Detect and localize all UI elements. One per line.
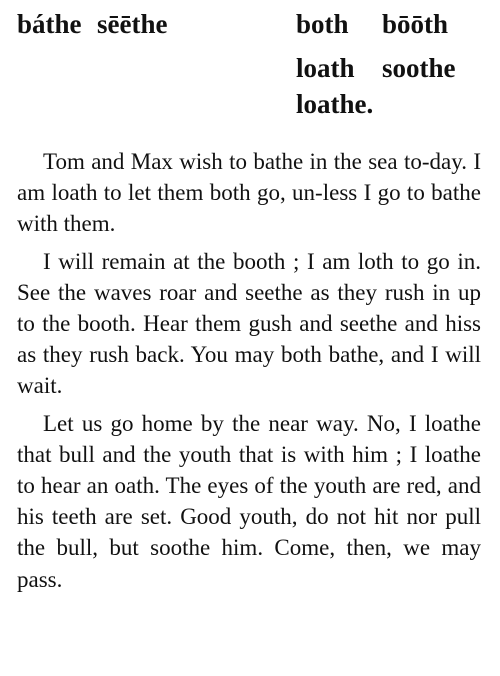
word-loath: loath bbox=[296, 53, 355, 83]
reading-passage bbox=[17, 146, 481, 595]
word-soothe: soothe bbox=[382, 53, 456, 83]
paragraph-1: Tom and Max wish to bathe in the sea to-day. I am loath to let them both go, un-less I go to bathe with them. bbox=[17, 149, 481, 237]
word-loathe: loathe. bbox=[296, 89, 374, 119]
paragraph-2: I will remain at the booth ; I am loth to go in. See the waves roar and seethe as they rush in up to the booth. Hear them gush and seethe and hiss as they rush back. You may both bathe, and I will wait. bbox=[17, 248, 481, 399]
word-bathe: báthe bbox=[17, 9, 82, 39]
word-list bbox=[0, 0, 500, 130]
word-booth: bōōth bbox=[382, 9, 449, 39]
word-both: both bbox=[296, 9, 349, 39]
word-seethe: sēēthe bbox=[97, 9, 168, 39]
paragraph-3: Let us go home by the near way. No, I loathe that bull and the youth that is with him ; I loathe to hear an oath. The eyes of the youth are red, and his teeth are set. Good youth, do not hit nor pull the bull, but soothe him. Come, then, we may pass. bbox=[17, 410, 481, 592]
